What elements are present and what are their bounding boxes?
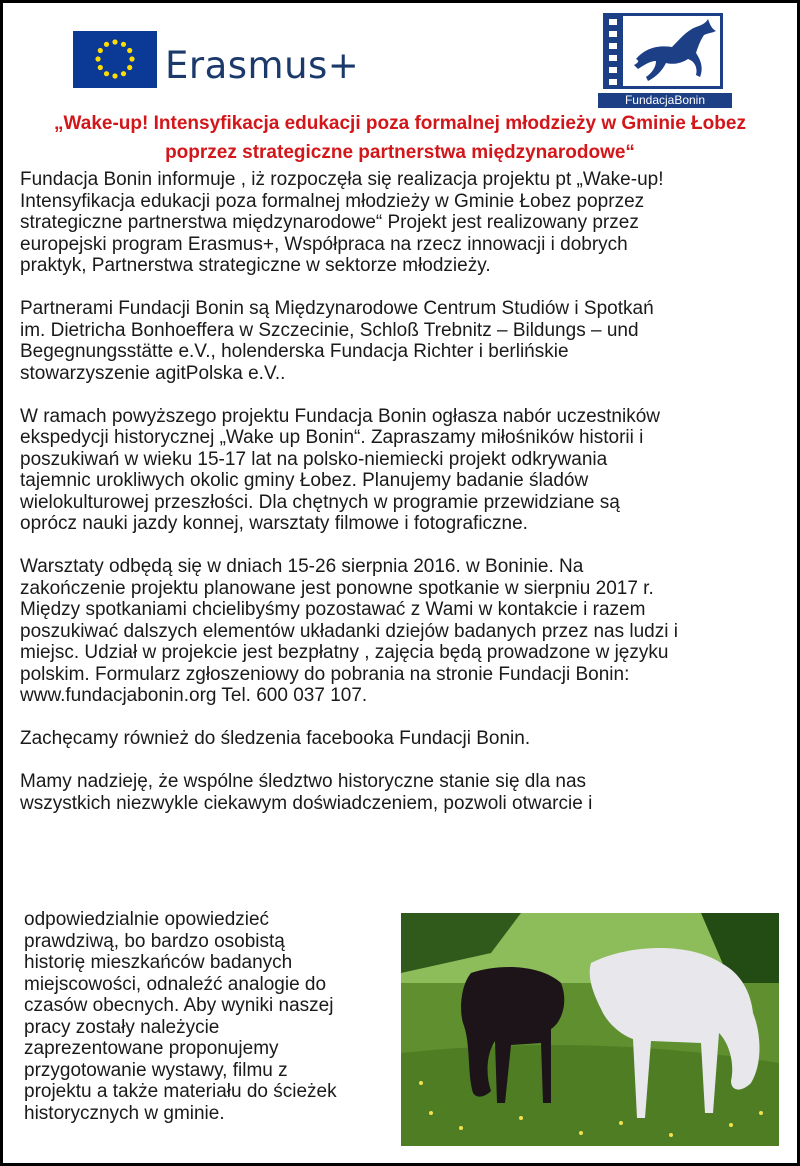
logo-caption: FundacjaBonin bbox=[598, 93, 732, 108]
paragraph-recruitment: W ramach powyższego projektu Fundacja Bonin ogłasza nabór uczestników ekspedycji historycznej „Wake up Bonin“. Zapraszamy miłośników historii i poszukiwań w wieku 15-17 lat na polsko-niemiecki projekt odkrywania tajemnic urokliwych okolic gminy Łobez. Planujemy badanie śladów wielokulturowej przeszłości. Dla chętnych w programie przewidziane są oprócz nauki jazdy konnej, warsztaty filmowe i fotograficzne. bbox=[20, 405, 660, 534]
paragraph-project-intro: Fundacja Bonin informuje , iż rozpoczęła się realizacja projektu pt „Wake-up! Intensyfikacja edukacji poza formalnej młodzieży w Gminie Łobez poprzez strategiczne partnerstwa międzynarodowe“ Projekt jest realizowany przez europejski program Erasmus+, Współpraca na rzecz innowacji i dobrych praktyk, Partnerstwa strategiczne w sektorze młodzieży. bbox=[20, 169, 664, 276]
film-strip-icon bbox=[603, 13, 623, 89]
erasmus-wordmark: Erasmus+ bbox=[165, 44, 360, 87]
paragraph-closing-bottom: odpowiedzialnie opowiedzieć prawdziwą, bo bardzo osobistą historię mieszkańców badanych miejscowości, odnaleźć analogie do czasów obecnych. Aby wyniki naszej pracy zostały należycie zaprezentowane proponujemy przygotowanie wystawy, filmu z projektu a także materiału do ścieżek historycznych w gminie. bbox=[24, 909, 337, 1124]
article-body bbox=[20, 169, 800, 814]
page-title bbox=[3, 109, 797, 167]
title-line-2: poprzez strategiczne partnerstwa międzynarodowe“ bbox=[165, 142, 635, 163]
horses-photo bbox=[401, 913, 779, 1146]
erasmus-logo bbox=[73, 31, 359, 88]
paragraph-workshops: Warsztaty odbędą się w dniach 15-26 sierpnia 2016. w Boninie. Na zakończenie projektu planowane jest ponowne spotkanie w sierpniu 2017 r. Między spotkaniami chcielibyśmy pozostawać z Wami w kontakcie i razem poszukiwać dalszych elementów układanki dziejów badanych przez nas ludzi i miejsc. Udział w projekcie jest bezpłatny , zajęcia będą prowadzone w języku polskim. Formularz zgłoszeniowy do pobrania na stronie Fundacji Bonin: www.fundacjabonin.org Tel. 600 037 107. bbox=[20, 556, 678, 706]
fundacja-bonin-logo bbox=[598, 13, 732, 107]
paragraph-partners: Partnerami Fundacji Bonin są Międzynarodowe Centrum Studiów i Spotkań im. Dietricha Bonhoeffera w Szczecinie, Schloß Trebnitz – Bildungs – und Begegnungsstätte e.V., holenderska Fundacja Richter i berlińskie stowarzyszenie agitPolska e.V.. bbox=[20, 298, 654, 384]
paragraph-facebook: Zachęcamy również do śledzenia facebooka Fundacji Bonin. bbox=[20, 728, 531, 749]
horse-icon bbox=[626, 19, 724, 85]
eu-flag-icon bbox=[73, 31, 157, 88]
paragraph-closing-top: Mamy nadzieję, że wspólne śledztwo historyczne stanie się dla nas wszystkich niezwykle ciekawym doświadczeniem, pozwoli otwarcie i bbox=[20, 771, 593, 814]
title-line-1: „Wake-up! Intensyfikacja edukacji poza formalnej młodzieży w Gminie Łobez bbox=[54, 113, 746, 134]
